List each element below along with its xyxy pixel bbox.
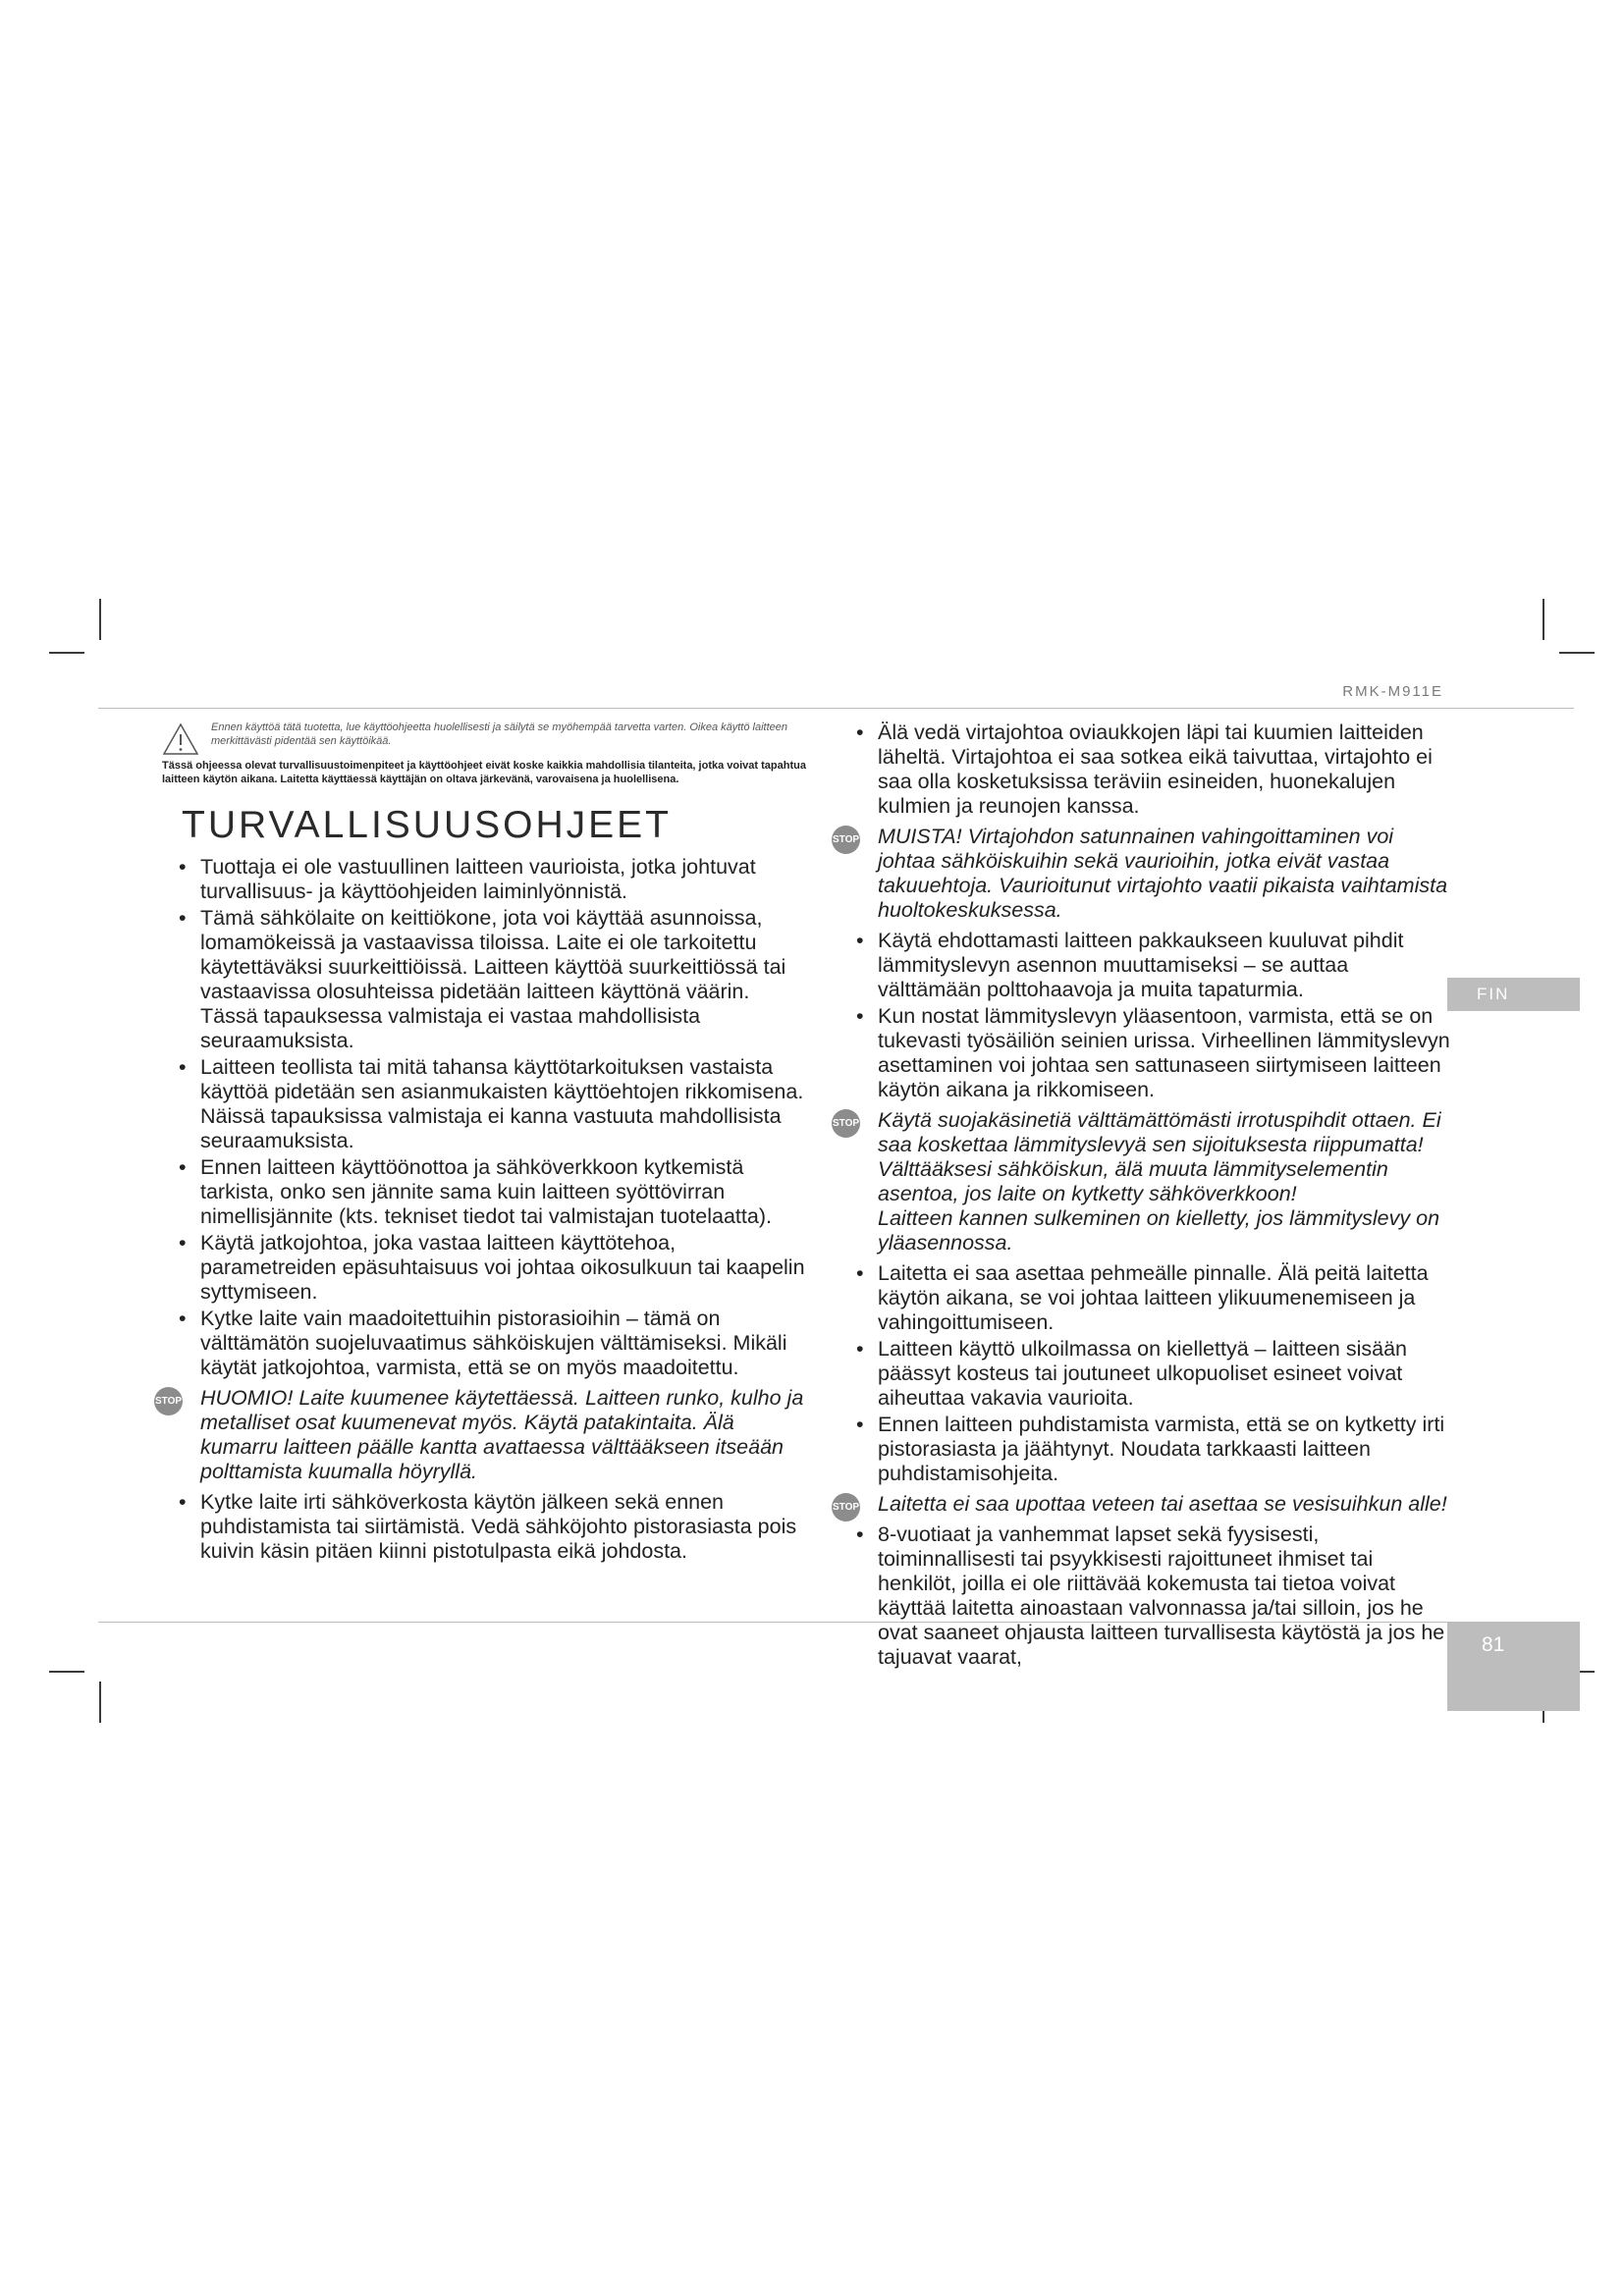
safety-list	[839, 929, 1453, 1102]
list-item: • Kytke laite vain maadoitettuihin pistorasioihin – tämä on välttämätön suojeluvaatimus sähköiskujen välttämiseksi. Mikäli käytät jatkojohtoa, varmista, että se on myös maadoitettu.	[162, 1307, 808, 1380]
list-item: • Kytke laite irti sähköverkosta käytön jälkeen sekä ennen puhdistamista tai siirtämistä. Vedä sähköjohto pistorasiasta pois kuivin käsin pitäen kiinni pistotulpasta eikä johdosta.	[162, 1490, 808, 1564]
safety-list	[839, 1261, 1453, 1486]
list-item: • Laitteen teollista tai mitä tahansa käyttötarkoituksen vastaista käyttöä pidetään sen asianmukaisten käyttöehtojen rikkomisena. Näissä tapauksissa valmistaja ei kanna vastuuta mahdollisista seuraamuksista.	[162, 1055, 808, 1153]
language-tab: FIN	[1447, 978, 1580, 1011]
header-rule	[98, 708, 1574, 709]
crop-mark	[99, 1682, 101, 1723]
stop-icon: STOP	[154, 1387, 183, 1415]
left-column	[154, 721, 808, 1568]
crop-mark	[1543, 599, 1544, 640]
list-item: • Käytä ehdottamasti laitteen pakkaukseen kuuluvat pihdit lämmityslevyn asennon muuttamiseksi – se auttaa välttämään polttohaavoja ja muita tapaturmia.	[839, 929, 1453, 1002]
page-number-text: 81	[1482, 1633, 1505, 1656]
warning-text: HUOMIO! Laite kuumenee käytettäessä. Laitteen runko, kulho ja metalliset osat kuumenevat myös. Käytä patakintaita. Älä kumarru laitteen päälle kantta avattaessa välttääkseen itseään polttamista kuumalla höyryllä.	[200, 1386, 804, 1483]
warning-text: MUISTA! Virtajohdon satunnainen vahingoittaminen voi johtaa sähköiskuihin sekä vaurioihin, jotka eivät vastaa takuuehtoja. Vaurioitunut virtajohto vaatii pikaista vaihtamista huoltokeskuksessa.	[878, 825, 1448, 922]
section-title: TURVALLISUUSOHJEET	[182, 804, 672, 846]
warning-text: Käytä suojakäsinetiä välttämättömästi irrotuspihdit ottaen. Ei saa koskettaa lämmityslevyä sen sijoituksesta riippumatta!	[878, 1108, 1441, 1156]
warning-note	[832, 1108, 1453, 1255]
list-item: • Älä vedä virtajohtoa oviaukkojen läpi tai kuumien laitteiden läheltä. Virtajohtoa ei saa sotkea eikä taivuttaa, virtajohto ei saa olla kosketuksissa teräviin esineiden, huonekalujen kulmien ja reunojen kanssa.	[839, 721, 1453, 819]
list-item: • Kun nostat lämmityslevyn yläasentoon, varmista, että se on tukevasti työsäiliön seinien urissa. Virheellinen lämmityslevyn asettaminen voi johtaa sen sattunaseen siirtymiseen laitteen käytön aikana ja rikkomiseen.	[839, 1004, 1453, 1102]
intro-caution-text: Ennen käyttöä tätä tuotetta, lue käyttöohjeetta huolellisesti ja säilytä se myöhempää tarvetta varten. Oikea käyttö laitteen merkittävästi pidentää sen käyttöikää.	[211, 721, 788, 747]
stop-icon: STOP	[832, 826, 860, 854]
intro-caution	[162, 721, 808, 756]
list-item: • Laitetta ei saa asettaa pehmeälle pinnalle. Älä peitä laitetta käytön aikana, se voi johtaa laitteen ylikuumenemiseen ja vahingoittumiseen.	[839, 1261, 1453, 1335]
warning-triangle-icon	[162, 722, 199, 756]
stop-icon: STOP	[832, 1493, 860, 1522]
safety-list	[162, 1490, 808, 1564]
list-item: • Tuottaja ei ole vastuullinen laitteen vaurioista, jotka johtuvat turvallisuus- ja käyttöohjeiden laiminlyönnistä.	[162, 855, 808, 904]
list-item: • Laitteen käyttö ulkoilmassa on kiellettyä – laitteen sisään päässyt kosteus tai joutuneet ulkopuoliset esineet voivat aiheuttaa vakavia vaurioita.	[839, 1337, 1453, 1411]
crop-mark	[49, 1671, 84, 1673]
warning-note	[154, 1386, 808, 1484]
crop-mark	[1559, 652, 1595, 654]
stop-icon: STOP	[832, 1109, 860, 1138]
list-item: • Tämä sähkölaite on keittiökone, jota voi käyttää asunnoissa, lomamökeissä ja vastaavissa tiloissa. Laite ei ole tarkoitettu käytettäväksi suurkeittiöissä. Laitteen käyttöä suurkeittiössä tai vastaavissa olosuhteissa pidetään laitteen käyttönä väärin. Tässä tapauksessa valmistaja ei vastaa mahdollisista seuraamuksista.	[162, 906, 808, 1053]
warning-text: Välttääksesi sähköiskun, älä muuta lämmityselementin asentoa, jos laite on kytketty sähköverkkoon!	[878, 1157, 1388, 1205]
list-item: • 8-vuotiaat ja vanhemmat lapset sekä fyysisesti, toiminnallisesti tai psyykkisesti rajoittuneet ihmiset tai henkilöt, joilla ei ole riittävää kokemusta tai tietoa voivat käyttää laitetta ainoastaan valvonnassa ja/tai silloin, jos he ovat saaneet ohjausta laitteen turvallisesta käytöstä ja jos he tajuavat vaarat,	[839, 1522, 1453, 1670]
model-number: RMK-M911E	[1342, 683, 1443, 700]
safety-list	[839, 721, 1453, 819]
warning-note	[832, 1492, 1453, 1517]
list-item: • Ennen laitteen puhdistamista varmista, että se on kytketty irti pistorasiasta ja jäähtynyt. Noudata tarkkaasti laitteen puhdistamisohjeita.	[839, 1413, 1453, 1486]
list-item: • Käytä jatkojohtoa, joka vastaa laitteen käyttötehoa, parametreiden epäsuhtaisuus voi johtaa oikosulkuun tai kaapelin syttymiseen.	[162, 1231, 808, 1305]
warning-note	[832, 825, 1453, 923]
safety-list	[839, 1522, 1453, 1670]
page-number	[1447, 1622, 1580, 1711]
warning-text: Laitetta ei saa upottaa veteen tai asettaa se vesisuihkun alle!	[878, 1492, 1447, 1516]
warning-text: Laitteen kannen sulkeminen on kielletty, jos lämmityslevy on yläasennossa.	[878, 1206, 1440, 1255]
crop-mark	[49, 652, 84, 654]
right-column	[832, 721, 1453, 1674]
safety-list	[162, 855, 808, 1380]
list-item: • Ennen laitteen käyttöönottoa ja sähköverkkoon kytkemistä tarkista, onko sen jännite sama kuin laitteen syöttövirran nimellisjännite (kts. tekniset tiedot tai valmistajan tuotelaatta).	[162, 1155, 808, 1229]
intro-bold-note: Tässä ohjeessa olevat turvallisuustoimenpiteet ja käyttöohjeet eivät koske kaikkia mahdollisia tilanteita, jotka voivat tapahtua laitteen käytön aikana. Laitetta käyttäessä käyttäjän on oltava järkevänä, varovaisena ja huolellisena.	[162, 760, 806, 785]
crop-mark	[99, 599, 101, 640]
